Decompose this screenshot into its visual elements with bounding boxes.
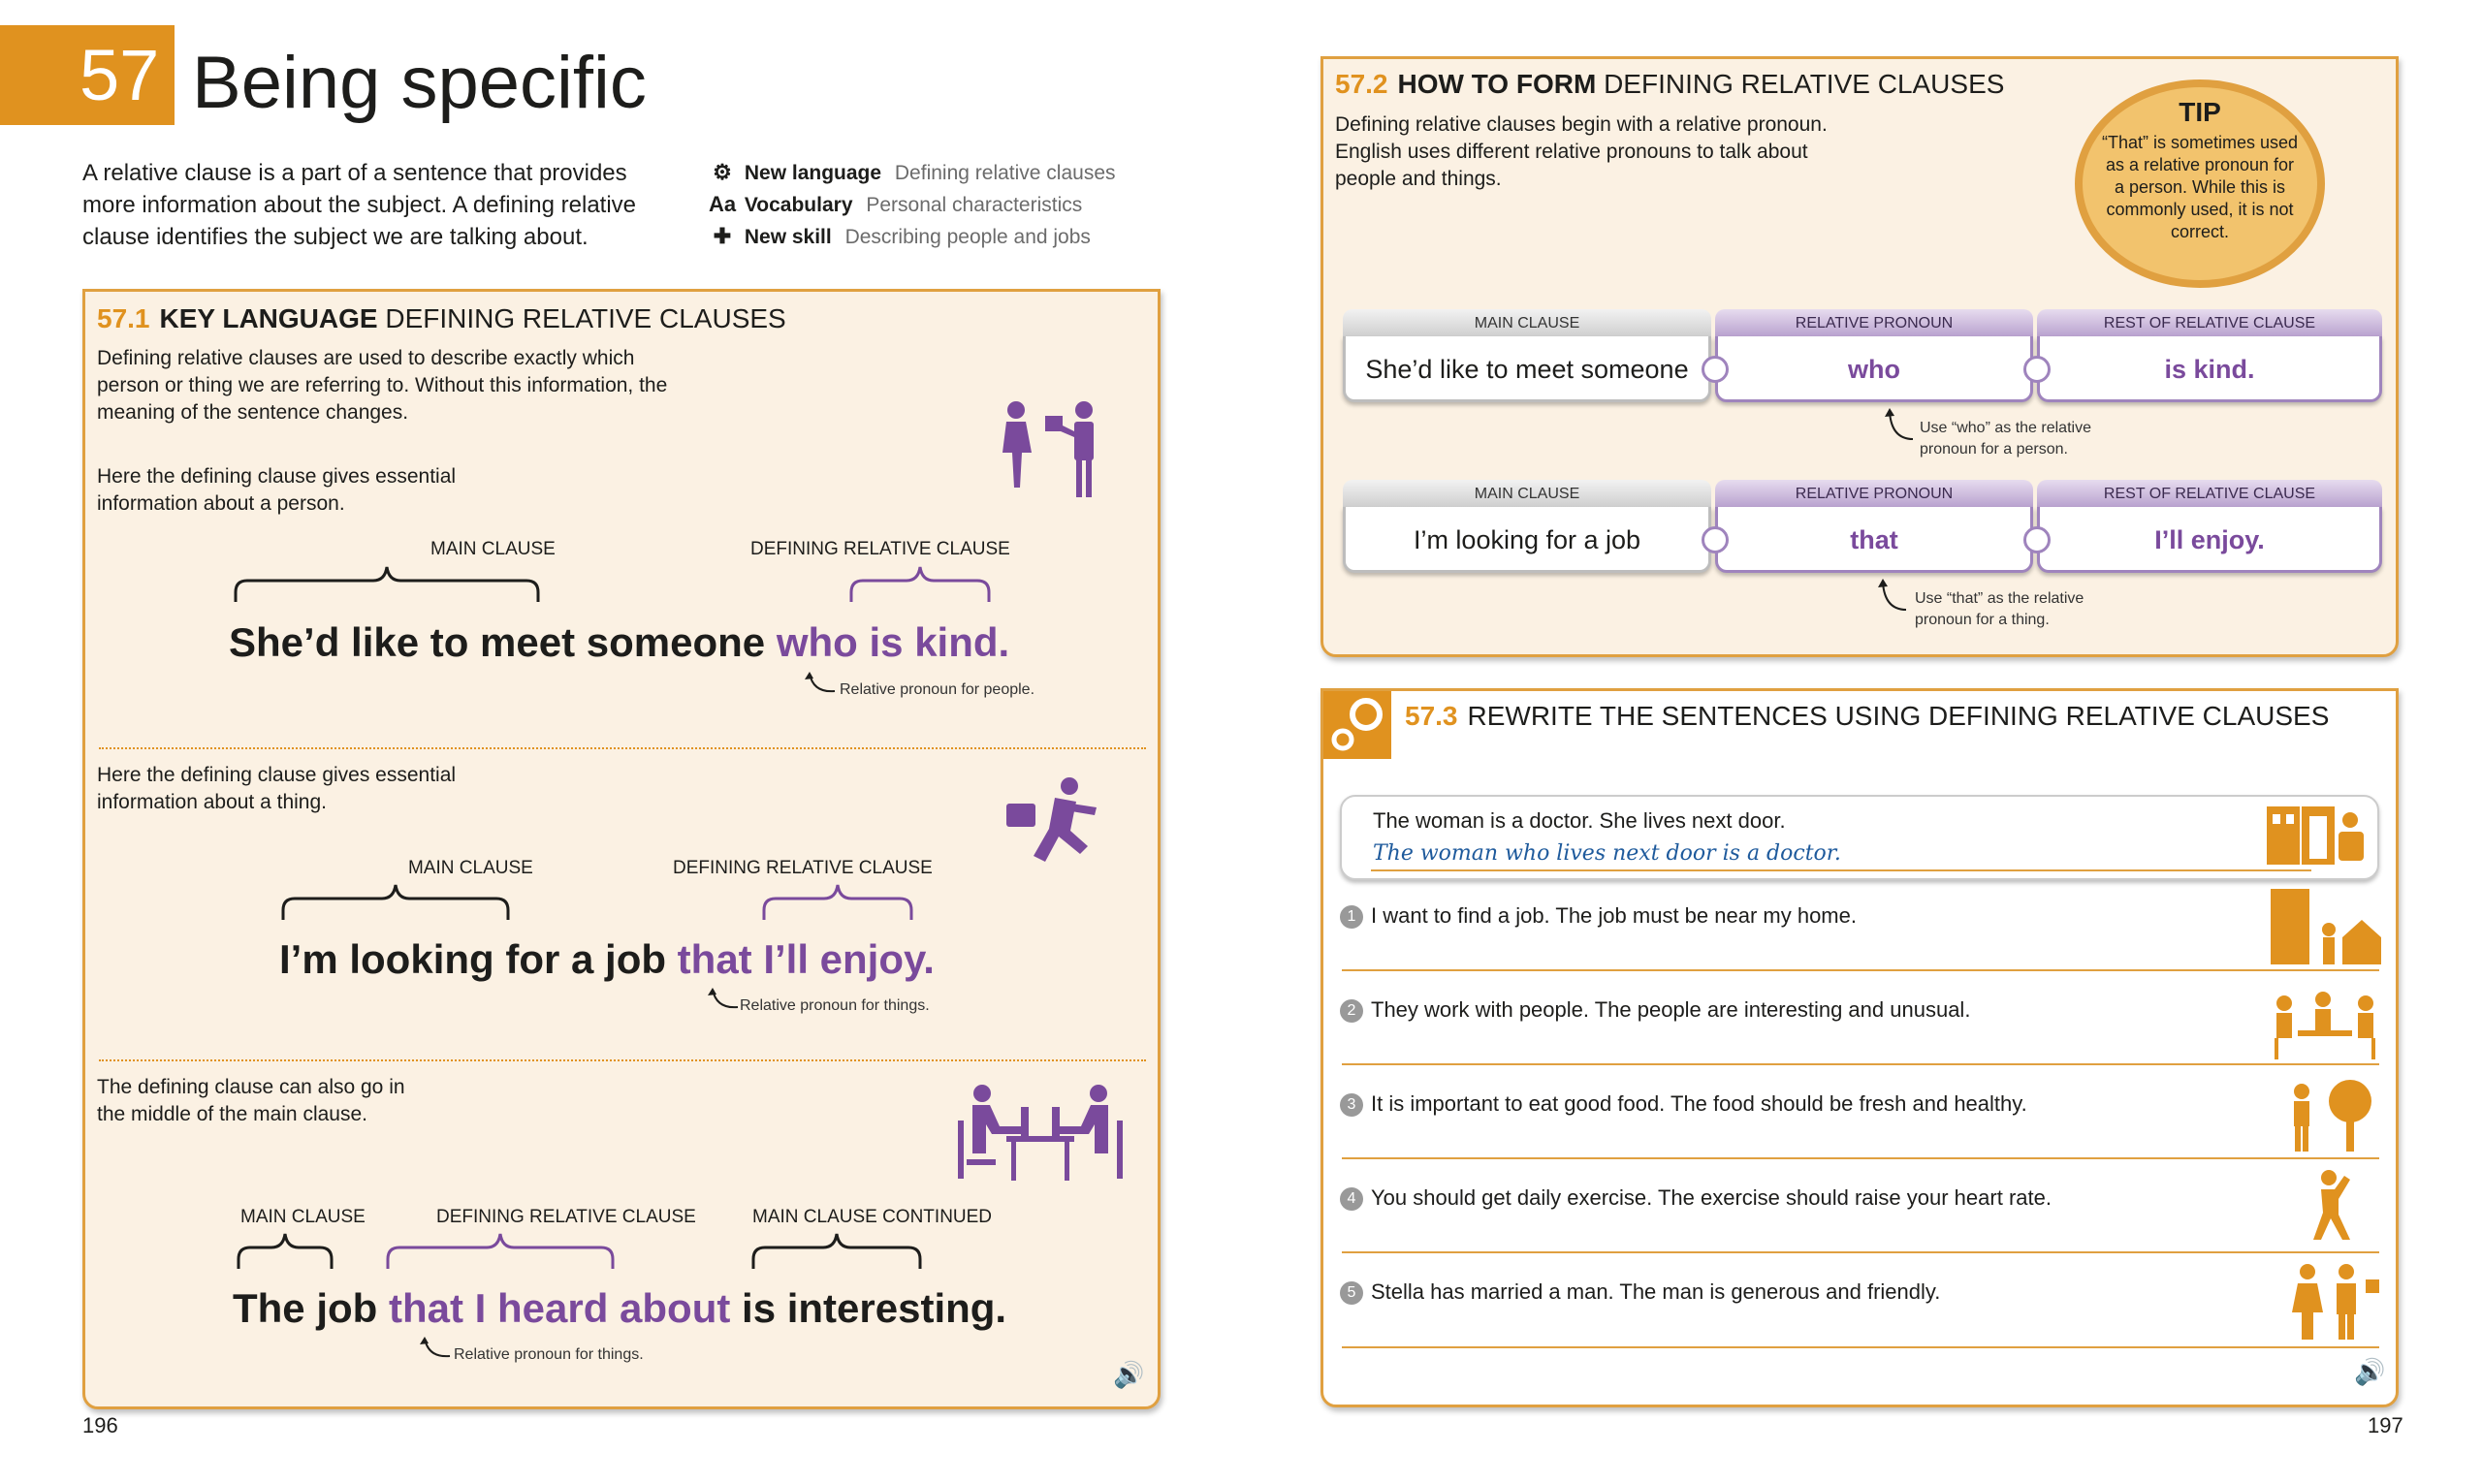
- answer-line: [1371, 869, 2311, 871]
- example-sentence: [229, 619, 1009, 666]
- text-aa-icon: Aa: [708, 192, 737, 216]
- answer-line[interactable]: [1342, 1346, 2379, 1348]
- arrow-icon: [701, 984, 740, 1013]
- gears-icon: [1323, 691, 1391, 759]
- meta-new-skill: [706, 221, 1091, 252]
- tip-text: “That” is sometimes used as a relative pronoun for a person. While this is commonly used, it is not correct.: [2101, 133, 2299, 241]
- meta-value: Describing people and jobs: [844, 226, 1091, 248]
- answer-line[interactable]: [1342, 1063, 2379, 1065]
- clause-braces: [279, 883, 1016, 922]
- key-language-panel: [82, 289, 1161, 1409]
- label-main-clause-continued: MAIN CLAUSE CONTINUED: [752, 1207, 993, 1227]
- meta-new-language: [706, 157, 1116, 188]
- example-answer: The woman who lives next door is a doctor.: [1373, 841, 1841, 866]
- section-title-rest: DEFINING RELATIVE CLAUSES: [385, 303, 786, 333]
- question-number: 3: [1340, 1093, 1363, 1117]
- main-clause: I’m looking for a job: [279, 936, 666, 982]
- question-number: 1: [1340, 905, 1363, 929]
- section-number: 57.2: [1335, 69, 1388, 99]
- pronoun-note: Relative pronoun for things.: [454, 1346, 644, 1363]
- meta-vocabulary: [706, 189, 1082, 220]
- question-number: 5: [1340, 1281, 1363, 1305]
- puzzle-connector: [1702, 356, 1729, 383]
- section-number: 57.1: [97, 303, 150, 333]
- question-text: They work with people. The people are interesting and unusual.: [1371, 997, 1971, 1022]
- chapter-number: 57: [0, 25, 175, 125]
- arrow-icon: [1871, 577, 1910, 616]
- question-text: Stella has married a man. The man is generous and friendly.: [1371, 1279, 1941, 1304]
- header-relative-pronoun: RELATIVE PRONOUN: [1715, 480, 2033, 507]
- tip-title: TIP: [2179, 97, 2221, 127]
- section-title: [1335, 69, 2004, 100]
- question-text: It is important to eat good food. The food should be fresh and healthy.: [1371, 1091, 2027, 1116]
- couple-icon: [2288, 1262, 2383, 1342]
- label-defining-clause: DEFINING RELATIVE CLAUSE: [436, 1207, 696, 1227]
- meta-key: New language: [744, 162, 882, 184]
- pronoun-note: pronoun for a person.: [1920, 441, 2068, 458]
- meta-value: Personal characteristics: [866, 194, 1083, 216]
- tip-badge: [2075, 79, 2325, 288]
- worked-example: [1340, 795, 2379, 880]
- puzzle-connector: [2023, 526, 2051, 553]
- arrow-icon: [798, 668, 837, 697]
- example-question: The woman is a doctor. She lives next door.: [1373, 808, 1786, 833]
- header-rest-of-clause: REST OF RELATIVE CLAUSE: [2037, 309, 2382, 336]
- answer-line[interactable]: [1342, 1157, 2379, 1159]
- clause-braces: [231, 565, 1074, 604]
- exercise-question: [1340, 1091, 2027, 1117]
- arrow-icon: [413, 1333, 452, 1362]
- puzzle-rest-of-clause: is kind.: [2037, 336, 2382, 402]
- exercise-question: [1340, 1185, 2052, 1211]
- meeting-people-icon: [2269, 982, 2383, 1061]
- page-number-left: 196: [82, 1413, 118, 1437]
- exercise-question: [1340, 997, 1970, 1023]
- example-intro: Here the defining clause gives essential information about a thing.: [97, 764, 457, 813]
- clause-braces: [235, 1232, 1098, 1271]
- meta-key: Vocabulary: [744, 194, 853, 216]
- office-workers-icon: [953, 1082, 1128, 1188]
- puzzle-main-clause: She’d like to meet someone: [1343, 336, 1711, 402]
- section-title: [1405, 701, 2329, 732]
- gear-icon: ⚙: [713, 160, 732, 184]
- label-main-clause: MAIN CLAUSE: [430, 539, 556, 559]
- main-clause: The job: [233, 1285, 378, 1331]
- header-main-clause: MAIN CLAUSE: [1343, 480, 1711, 507]
- question-number: 2: [1340, 999, 1363, 1023]
- chapter-title: Being specific: [192, 42, 647, 124]
- puzzle-relative-pronoun: who: [1715, 336, 2033, 402]
- pronoun-note: Use “who” as the relative: [1920, 420, 2091, 436]
- puzzle-main-clause: I’m looking for a job: [1343, 507, 1711, 573]
- example-intro: The defining clause can also go in the middle of the main clause.: [97, 1076, 405, 1125]
- section-title-bold: HOW TO FORM: [1397, 69, 1597, 99]
- section-title-rest: REWRITE THE SENTENCES USING DEFINING RELATIVE CLAUSES: [1467, 701, 2330, 731]
- intro-text: A relative clause is a part of a sentence that provides more information about the subject. A defining relative clause identifies the subject we are talking about.: [82, 160, 637, 250]
- section-description: Defining relative clauses are used to describe exactly which person or thing we are referring to. Without this information, the meaning of the sentence changes.: [97, 347, 668, 424]
- exercise-question: [1340, 1279, 1940, 1305]
- meta-value: Defining relative clauses: [894, 162, 1116, 184]
- example-sentence: [233, 1285, 1006, 1332]
- main-clause-continued: is interesting.: [742, 1285, 1007, 1331]
- question-text: You should get daily exercise. The exercise should raise your heart rate.: [1371, 1185, 2052, 1210]
- question-number: 4: [1340, 1187, 1363, 1211]
- audio-speaker-icon[interactable]: 🔊: [1113, 1360, 1145, 1389]
- puzzle-rest-of-clause: I’ll enjoy.: [2037, 507, 2382, 573]
- pronoun-note: Relative pronoun for things.: [740, 997, 930, 1014]
- running-businessman-icon: [1002, 776, 1108, 883]
- puzzle-relative-pronoun: that: [1715, 507, 2033, 573]
- question-text: I want to find a job. The job must be near my home.: [1371, 903, 1857, 928]
- answer-line[interactable]: [1342, 969, 2379, 971]
- example-intro: Here the defining clause gives essential information about a person.: [97, 465, 457, 515]
- label-main-clause: MAIN CLAUSE: [240, 1207, 366, 1227]
- defining-clause: that I heard about: [389, 1285, 731, 1331]
- section-title-rest: DEFINING RELATIVE CLAUSES: [1604, 69, 2005, 99]
- doctor-house-icon: [2265, 803, 2371, 870]
- couple-gift-icon: [987, 398, 1132, 505]
- example-sentence: [279, 936, 935, 983]
- label-defining-clause: DEFINING RELATIVE CLAUSE: [750, 539, 1010, 559]
- defining-clause: who is kind.: [776, 619, 1010, 665]
- audio-speaker-icon[interactable]: 🔊: [2354, 1357, 2386, 1386]
- exercise-person-icon: [2298, 1168, 2356, 1247]
- pronoun-note: Use “that” as the relative: [1915, 590, 2084, 607]
- divider: [99, 747, 1146, 749]
- section-number: 57.3: [1405, 701, 1458, 731]
- section-title: [97, 303, 786, 334]
- header-rest-of-clause: REST OF RELATIVE CLAUSE: [2037, 480, 2382, 507]
- home-job-icon: [2269, 887, 2383, 966]
- puzzle-icon: ✚: [713, 224, 732, 248]
- healthy-food-icon: [2288, 1074, 2383, 1153]
- pronoun-note: Relative pronoun for people.: [840, 681, 1035, 698]
- puzzle-connector: [2023, 356, 2051, 383]
- section-title-bold: KEY LANGUAGE: [159, 303, 378, 333]
- label-defining-clause: DEFINING RELATIVE CLAUSE: [673, 858, 933, 878]
- header-relative-pronoun: RELATIVE PRONOUN: [1715, 309, 2033, 336]
- page-number-right: 197: [2368, 1413, 2403, 1437]
- section-description: Defining relative clauses begin with a relative pronoun. English uses different relative pronouns to talk about people and things.: [1335, 113, 1828, 190]
- divider: [99, 1059, 1146, 1061]
- label-main-clause: MAIN CLAUSE: [408, 858, 533, 878]
- header-main-clause: MAIN CLAUSE: [1343, 309, 1711, 336]
- defining-clause: that I’ll enjoy.: [677, 936, 935, 982]
- answer-line[interactable]: [1342, 1251, 2379, 1253]
- puzzle-connector: [1702, 526, 1729, 553]
- exercise-question: [1340, 903, 1857, 929]
- main-clause: She’d like to meet someone: [229, 619, 766, 665]
- meta-key: New skill: [744, 226, 832, 248]
- pronoun-note: pronoun for a thing.: [1915, 612, 2050, 628]
- arrow-icon: [1878, 406, 1917, 445]
